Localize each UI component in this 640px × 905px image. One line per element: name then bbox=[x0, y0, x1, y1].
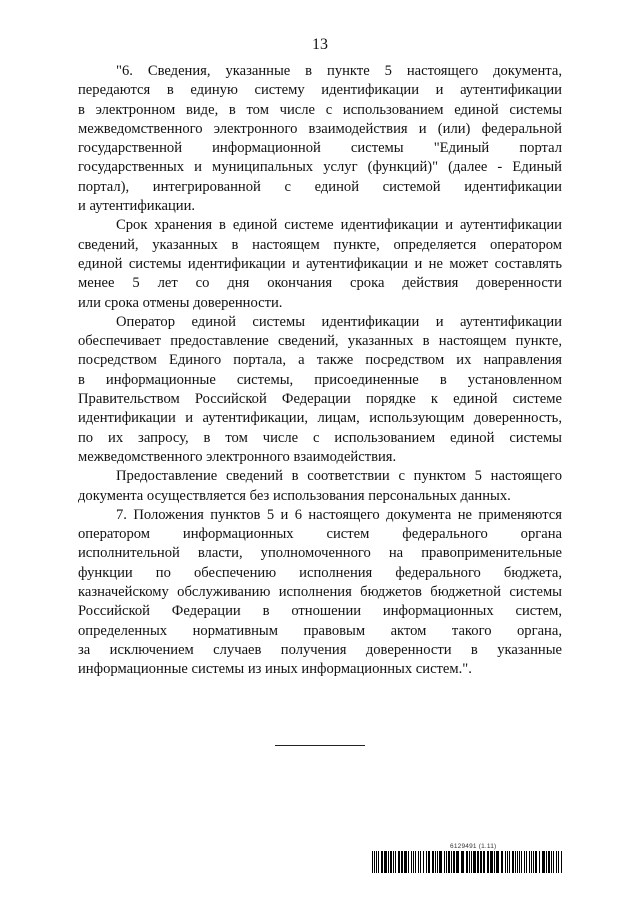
text-line: и аутентификации. bbox=[78, 198, 196, 215]
text-line: оператором информационных систем федерального органа bbox=[78, 526, 562, 543]
text-line: Срок хранения в единой системе идентификации и аутентификации bbox=[116, 217, 562, 234]
paragraph bbox=[78, 62, 562, 216]
paragraph bbox=[78, 313, 562, 467]
text-line: сведений, указанных в настоящем пункте, определяется оператором bbox=[78, 236, 562, 253]
paragraph bbox=[78, 216, 562, 312]
paragraph bbox=[78, 506, 562, 680]
text-line: за исключением случаев получения доверенности в указанные bbox=[78, 641, 562, 658]
document-code: 6129491 (1.11) bbox=[450, 843, 497, 850]
text-line: единой системы идентификации и аутентификации и не может составлять bbox=[78, 255, 562, 272]
text-line: определенных нормативным правовым актом такого органа, bbox=[78, 622, 562, 639]
text-line: Предоставление сведений в соответствии с пунктом 5 настоящего bbox=[116, 468, 562, 485]
text-line: в электронном виде, в том числе с использованием единой системы bbox=[78, 101, 562, 118]
text-line: посредством Единого портала, а также посредством их направления bbox=[78, 352, 562, 369]
barcode-graphic bbox=[372, 851, 562, 873]
text-line: межведомственного электронного взаимодействия и (или) федеральной bbox=[78, 120, 562, 137]
text-line: обеспечивает предоставление сведений, указанных в настоящем пункте, bbox=[78, 333, 562, 350]
barcode-icon bbox=[372, 851, 562, 873]
text-line: исполнительной власти, уполномоченного на правоприменительные bbox=[78, 545, 562, 562]
text-line: информационные системы из иных информационных систем.". bbox=[78, 661, 472, 678]
text-line: в информационные системы, присоединенные в установленном bbox=[78, 371, 562, 388]
text-line: Российской Федерации в отношении информационных систем, bbox=[78, 603, 562, 620]
text-line: межведомственного электронного взаимодействия. bbox=[78, 448, 397, 465]
text-line: передаются в единую систему идентификации и аутентификации bbox=[78, 82, 562, 99]
text-line: или срока отмены доверенности. bbox=[78, 294, 283, 311]
document-body bbox=[78, 62, 562, 680]
text-line: 7. Положения пунктов 5 и 6 настоящего документа не применяются bbox=[116, 506, 562, 523]
text-line: Оператор единой системы идентификации и аутентификации bbox=[116, 313, 562, 330]
text-line: портал), интегрированной с единой системой идентификации bbox=[78, 178, 562, 195]
paragraph bbox=[78, 467, 562, 506]
text-line: государственных и муниципальных услуг (функций)" (далее - Единый bbox=[78, 159, 562, 176]
text-line: менее 5 лет со дня окончания срока действия доверенности bbox=[78, 275, 562, 292]
section-divider bbox=[275, 745, 365, 746]
text-line: документа осуществляется без использования персональных данных. bbox=[78, 487, 511, 504]
text-line: казначейскому обслуживанию исполнения бюджетов бюджетной системы bbox=[78, 584, 562, 601]
page-number: 13 bbox=[312, 36, 328, 53]
text-line: идентификации и аутентификации, лицам, использующим доверенность, bbox=[78, 410, 562, 427]
text-line: "6. Сведения, указанные в пункте 5 настоящего документа, bbox=[116, 63, 562, 79]
text-line: государственной информационной системы "Единый портал bbox=[78, 140, 562, 157]
text-line: функции по обеспечению исполнения федерального бюджета, bbox=[78, 564, 562, 581]
text-line: по их запросу, в том числе с использованием единой системы bbox=[78, 429, 562, 446]
text-line: Правительством Российской Федерации порядке к единой системе bbox=[78, 391, 562, 408]
